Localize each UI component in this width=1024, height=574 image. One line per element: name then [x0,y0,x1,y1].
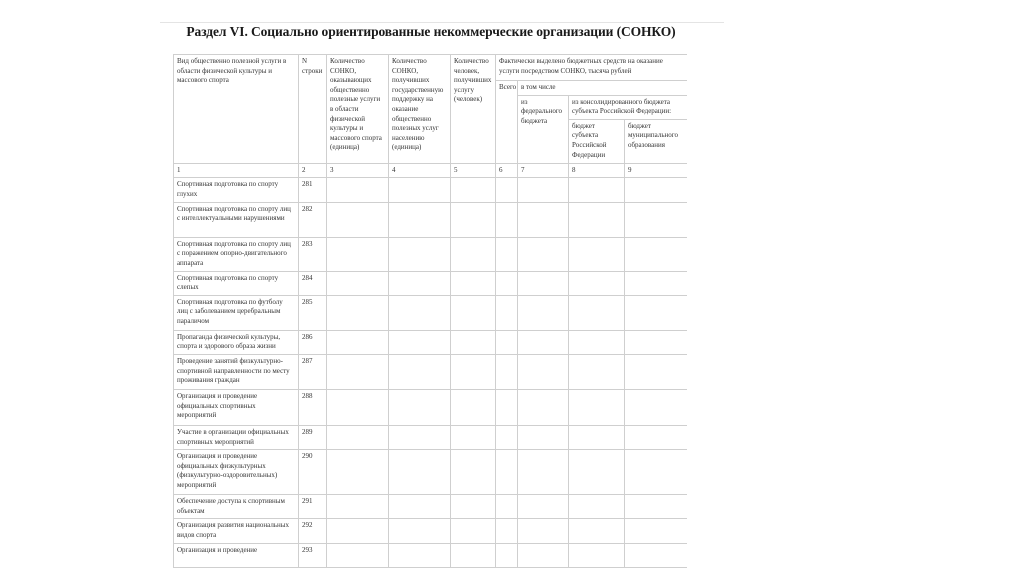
value-cell [625,330,688,354]
value-cell [327,519,389,543]
value-cell [496,495,518,519]
value-cell [569,271,625,295]
value-cell [625,237,688,271]
service-name-cell: Проведение занятий физкультурно-спортивной направленности по месту проживания граждан [174,354,299,389]
value-cell [496,271,518,295]
value-cell [625,450,688,495]
value-cell [451,295,496,330]
value-cell [451,202,496,237]
value-cell [451,450,496,495]
value-cell [451,237,496,271]
value-cell [518,237,569,271]
value-cell [496,543,518,567]
header-municipal-budget: бюджет муниципального образования [625,119,688,163]
sonko-table-container [173,54,687,574]
value-cell [451,425,496,449]
value-cell [451,330,496,354]
value-cell [496,295,518,330]
value-cell [389,178,451,202]
header-total: Всего [496,81,518,164]
value-cell [389,354,451,389]
table-row [174,202,688,237]
row-number-cell: 290 [299,450,327,495]
value-cell [389,237,451,271]
value-cell [625,202,688,237]
value-cell [625,389,688,425]
value-cell [569,202,625,237]
table-row [174,330,688,354]
value-cell [518,295,569,330]
value-cell [496,178,518,202]
table-row [174,389,688,425]
row-number-cell: 281 [299,178,327,202]
value-cell [496,450,518,495]
service-name-cell: Спортивная подготовка по спорту слепых [174,271,299,295]
value-cell [569,519,625,543]
value-cell [625,295,688,330]
value-cell [389,543,451,567]
value-cell [518,178,569,202]
value-cell [569,237,625,271]
row-number-cell: 282 [299,202,327,237]
service-name-cell: Участие в организации официальных спортивных мероприятий [174,425,299,449]
value-cell [569,495,625,519]
header-budget-funds: Фактически выделено бюджетных средств на оказание услуги посредством СОНКО, тысяча рублей [496,55,688,81]
value-cell [518,495,569,519]
column-number: 7 [518,163,569,178]
value-cell [451,178,496,202]
page-top-rule [160,22,724,23]
value-cell [327,237,389,271]
column-number: 5 [451,163,496,178]
header-service-type: Вид общественно полезной услуги в области физической культуры и массового спорта [174,55,299,164]
value-cell [625,178,688,202]
table-row [174,178,688,202]
table-row [174,519,688,543]
value-cell [327,202,389,237]
value-cell [518,543,569,567]
table-row [174,271,688,295]
value-cell [496,425,518,449]
value-cell [569,354,625,389]
value-cell [625,354,688,389]
sonko-table [173,54,687,568]
header-sonko-support: Количество СОНКО, получивших государственную поддержку на оказание общественно полезных услуг населению (единица) [389,55,451,164]
value-cell [625,519,688,543]
value-cell [389,495,451,519]
row-number-cell: 286 [299,330,327,354]
value-cell [496,389,518,425]
column-number: 1 [174,163,299,178]
value-cell [569,330,625,354]
table-row [174,354,688,389]
value-cell [327,389,389,425]
value-cell [625,271,688,295]
value-cell [518,425,569,449]
value-cell [625,543,688,567]
row-number-cell: 287 [299,354,327,389]
value-cell [518,450,569,495]
value-cell [625,425,688,449]
value-cell [518,330,569,354]
service-name-cell: Организация и проведение официальных спортивных мероприятий [174,389,299,425]
value-cell [327,495,389,519]
value-cell [327,354,389,389]
table-row [174,543,688,567]
value-cell [451,519,496,543]
value-cell [496,354,518,389]
value-cell [451,354,496,389]
column-number: 6 [496,163,518,178]
service-name-cell: Спортивная подготовка по спорту глухих [174,178,299,202]
value-cell [569,295,625,330]
table-row [174,425,688,449]
value-cell [327,450,389,495]
service-name-cell: Спортивная подготовка по спорту лиц с поражением опорно-двигательного аппарата [174,237,299,271]
row-number-cell: 285 [299,295,327,330]
column-number: 3 [327,163,389,178]
value-cell [518,519,569,543]
service-name-cell: Спортивная подготовка по спорту лиц с интеллектуальными нарушениями [174,202,299,237]
value-cell [518,389,569,425]
column-number: 2 [299,163,327,178]
column-number: 9 [625,163,688,178]
service-name-cell: Организация и проведение [174,543,299,567]
value-cell [327,178,389,202]
service-name-cell: Организация развития национальных видов спорта [174,519,299,543]
value-cell [625,495,688,519]
service-name-cell: Организация и проведение официальных физкультурных (физкультурно-оздоровительных) мероприятий [174,450,299,495]
value-cell [389,202,451,237]
value-cell [569,389,625,425]
value-cell [518,271,569,295]
value-cell [451,271,496,295]
value-cell [389,330,451,354]
value-cell [451,495,496,519]
value-cell [451,389,496,425]
service-name-cell: Обеспечение доступа к спортивным объектам [174,495,299,519]
service-name-cell: Пропаганда физической культуры, спорта и здорового образа жизни [174,330,299,354]
value-cell [518,202,569,237]
value-cell [518,354,569,389]
header-sonko-count: Количество СОНКО, оказывающих общественно полезные услуги в области физической культуры и массового спорта (единица) [327,55,389,164]
value-cell [496,202,518,237]
row-number-cell: 291 [299,495,327,519]
row-number-cell: 283 [299,237,327,271]
column-number-row [174,163,688,178]
value-cell [327,425,389,449]
value-cell [389,389,451,425]
value-cell [327,295,389,330]
table-row [174,295,688,330]
service-name-cell: Спортивная подготовка по футболу лиц с заболеванием церебральным параличом [174,295,299,330]
value-cell [496,519,518,543]
row-number-cell: 289 [299,425,327,449]
value-cell [389,450,451,495]
value-cell [451,543,496,567]
value-cell [569,178,625,202]
value-cell [389,295,451,330]
header-federal: из федерального бюджета [518,95,569,163]
value-cell [327,271,389,295]
column-number: 8 [569,163,625,178]
header-including: в том числе [518,81,688,96]
column-number: 4 [389,163,451,178]
value-cell [389,271,451,295]
header-consolidated: из консолидированного бюджета субъекта Российской Федерации: [569,95,688,119]
row-number-cell: 293 [299,543,327,567]
value-cell [327,543,389,567]
table-body [174,178,688,567]
header-subject-budget: бюджет субъекта Российской Федерации [569,119,625,163]
value-cell [389,519,451,543]
value-cell [496,237,518,271]
value-cell [496,330,518,354]
header-row-no: N строки [299,55,327,164]
table-row [174,495,688,519]
value-cell [569,543,625,567]
value-cell [569,450,625,495]
value-cell [569,425,625,449]
section-title: Раздел VI. Социально ориентированные некоммерческие организации (СОНКО) [186,24,676,39]
table-row [174,450,688,495]
value-cell [389,425,451,449]
row-number-cell: 292 [299,519,327,543]
header-people-count: Количество человек, получивших услугу (человек) [451,55,496,164]
table-row [174,237,688,271]
row-number-cell: 284 [299,271,327,295]
value-cell [327,330,389,354]
row-number-cell: 288 [299,389,327,425]
